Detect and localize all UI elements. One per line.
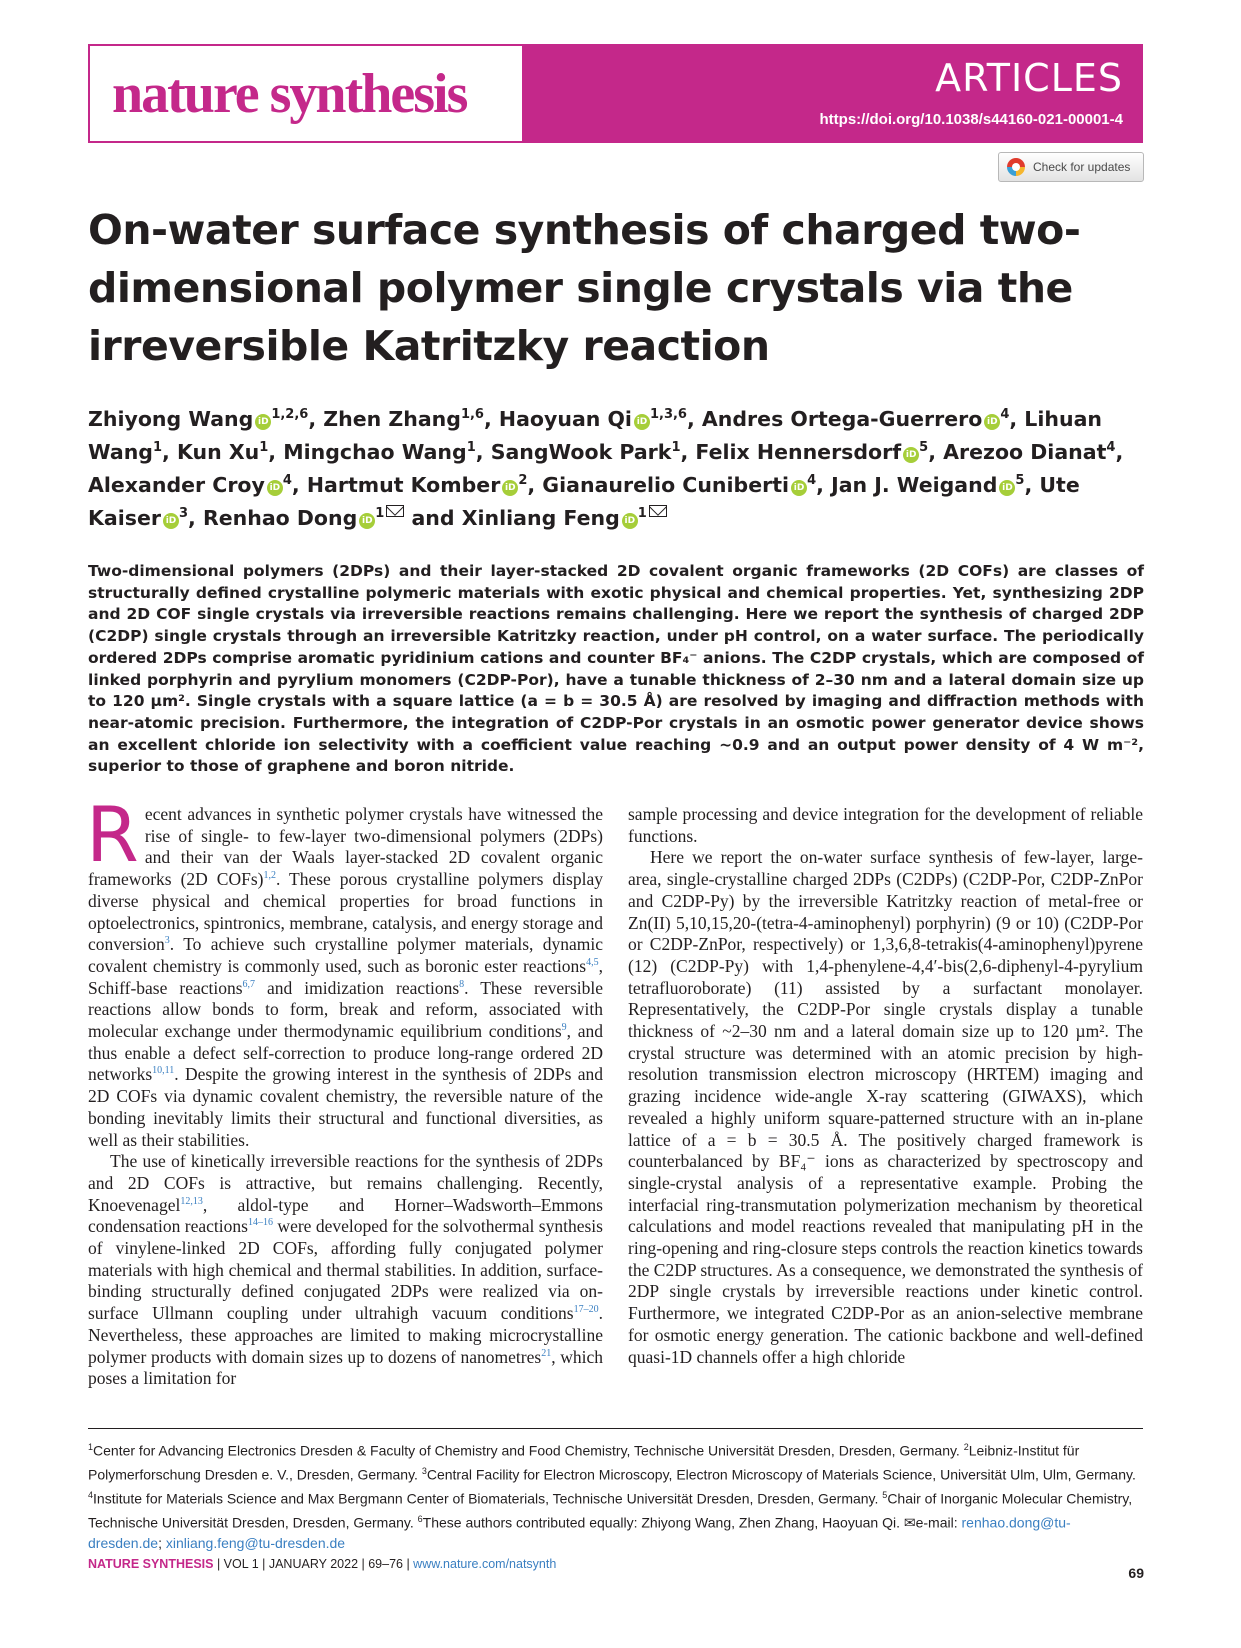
author-name-text: Hartmut Komber: [306, 473, 501, 497]
section-label: ARTICLES: [935, 56, 1123, 100]
footer-issue: | VOL 1 | JANUARY 2022 | 69–76 |: [213, 1557, 414, 1571]
citation-link[interactable]: 6,7: [242, 978, 256, 990]
author-name[interactable]: [177, 440, 268, 464]
author-name-text: Zhiyong Wang: [88, 407, 254, 431]
author-affiliation-sup: 4: [807, 473, 817, 488]
citation-link[interactable]: 17–20: [573, 1304, 599, 1316]
affiliation-sup: 5: [882, 1490, 888, 1501]
author-affiliation-sup: 1: [637, 506, 647, 521]
author-name[interactable]: [491, 440, 681, 464]
abstract: Two-dimensional polymers (2DPs) and their layer-stacked 2D covalent organic frameworks (2D COFs) are classes of structurally defined crystalline polymeric materials with exotic physical and chemical properties. Yet, synthesizing 2DP and 2D COF single crystals via irreversible reactions remains challenging. Here we report the synthesis of charged 2DP (C2DP) single crystals through an irreversible Katritzky reaction, under pH control, on a water surface. The periodically ordered 2DPs comprise aromatic pyridinium cations and counter BF₄⁻ anions. The C2DP crystals, which are composed of linked porphyrin and pyrylium monomers (C2DP-Por), have a tunable thickness of 2–30 nm and a lateral domain size up to 120 µm². Single crystals with a square lattice (a = b = 30.5 Å) are resolved by imaging and diffraction methods with near-atomic precision. Furthermore, the integration of C2DP-Por crystals in an osmotic power generator device shows an excellent chloride ion selectivity with a coefficient value reaching ~0.9 and an output power density of 4 W m⁻², superior to those of graphene and boron nitride.: [88, 562, 1144, 776]
author-affiliation-sup: 1,2,6: [271, 407, 309, 422]
body-text: . These reversible reactions allow bonds to form, break and reform, associated with molecular exchange under thermodynamic equilibrium conditions: [88, 977, 603, 1042]
orcid-icon[interactable]: iD: [903, 447, 919, 463]
author-affiliation-sup: 4: [1106, 440, 1116, 455]
author-name-text: Haoyuan Qi: [498, 407, 632, 431]
body-text: and imidization reactions: [255, 977, 460, 998]
author-name[interactable]: [499, 407, 687, 431]
footer-journal: NATURE SYNTHESIS: [88, 1557, 214, 1571]
affiliation-text: These authors contributed equally: Zhiyong Wang, Zhen Zhang, Haoyuan Qi.: [422, 1514, 904, 1531]
citation-link[interactable]: 21: [541, 1347, 552, 1359]
author-name-text: Kun Xu: [176, 440, 260, 464]
author-name[interactable]: [943, 440, 1115, 464]
author-name-text: Andres Ortega-Guerrero: [701, 407, 983, 431]
body-text: , aldol-type and Horner–Wadsworth–Emmons condensation reactions: [88, 1194, 603, 1237]
author-name[interactable]: [307, 473, 528, 497]
affiliation-text: Center for Advancing Electronics Dresden & Faculty of Chemistry and Food Chemistry, Technische Universität Dresden, Dresden, Germany.: [93, 1442, 964, 1459]
author-name[interactable]: [88, 473, 292, 497]
journal-logo[interactable]: nature synthesis: [112, 62, 467, 125]
author-affiliation-sup: 2: [518, 473, 528, 488]
body-text: . These porous crystalline polymers display diverse physical and chemical properties for broad functions in optoelectronics, spintronics, membrane, catalysis, and energy storage and conversion: [88, 869, 603, 955]
email-label: ✉e-mail:: [903, 1514, 962, 1531]
author-name[interactable]: [203, 506, 404, 530]
author-name[interactable]: [695, 440, 928, 464]
orcid-icon[interactable]: iD: [502, 480, 518, 496]
footer-url[interactable]: www.nature.com/natsynth: [413, 1557, 557, 1571]
author-name-text: Ute Kaiser: [88, 473, 1080, 530]
citation-link[interactable]: 4,5: [586, 956, 599, 968]
author-name-text: Mingchao Wang: [283, 440, 467, 464]
doi-link[interactable]: https://doi.org/10.1038/s44160-021-00001-4: [819, 111, 1123, 128]
author-name[interactable]: [702, 407, 1009, 431]
email-icon[interactable]: [649, 505, 667, 517]
author-name-text: Felix Hennersdorf: [695, 440, 902, 464]
author-name[interactable]: [283, 440, 476, 464]
email-icon[interactable]: [386, 505, 404, 517]
journal-header: [88, 44, 1143, 143]
orcid-icon[interactable]: iD: [622, 513, 638, 529]
author-affiliation-sup: 4: [282, 473, 292, 488]
body-text: . Despite the growing interest in the synthesis of 2DPs and 2D COFs via dynamic covalent chemistry, the reversible nature of the bonding inevitably limits their structural and functional diversities, as well as their stabilities.: [88, 1064, 603, 1150]
body-text: . Nevertheless, these approaches are limited to making microcrystalline polymer products with domain sizes up to dozens of nanometres: [88, 1303, 603, 1367]
author-affiliation-sup: 4: [1000, 407, 1010, 422]
author-name-text: Renhao Dong: [202, 506, 358, 530]
body-paragraph: [628, 804, 1143, 847]
affiliation-sup: 2: [963, 1442, 969, 1452]
affiliation-text: Leibniz-Institut für Polymerforschung Dresden e. V., Dresden, Germany.: [88, 1442, 1080, 1483]
author-name-text: and Xinliang Feng: [411, 506, 620, 530]
orcid-icon[interactable]: iD: [359, 513, 375, 529]
orcid-icon[interactable]: iD: [255, 414, 271, 430]
author-name-text: SangWook Park: [490, 440, 672, 464]
body-text: ecent advances in synthetic polymer crystals have witnessed the rise of single- to few-layer two-dimensional polymers (2DPs) and their van der Waals layer-stacked 2D covalent organic frameworks (2D COFs): [88, 804, 603, 890]
author-affiliation-sup: 1: [152, 440, 163, 455]
email-link[interactable]: xinliang.feng@tu-dresden.de: [165, 1535, 346, 1552]
author-affiliation-sup: 5: [1015, 473, 1025, 488]
author-list: Zhiyong Wang iD $^{1,2,6}$, Zhen Zhang$^{1,6}$, Haoyuan Qi iD $^{1,3,6}$, Andres Ortega-Guerrero iD $^4$, Lihuan Wang$^1$, Kun Xu$^1$, Mingchao Wang$^1$, SangWook Park$^1$, Felix Hennersdorf iD $^5$, Arezoo Dianat$^4$, Alexander Croy iD $^4$, Hartmut Komber iD $^2$, Gianaurelio Cuniberti iD $^4$, Jan J. Weigand iD $^5$, Ute Kaiser iD $^3$, Renhao Dong iD $^1$ and Xinliang Feng iD $^1$: [88, 407, 1124, 530]
body-text: , Schiff-base reactions: [88, 955, 603, 998]
author-affiliation-sup: 1: [259, 440, 269, 455]
affiliation-text: Central Facility for Electron Microscopy, Electron Microscopy of Materials Science, Universität Ulm, Ulm, Germany.: [426, 1466, 1136, 1483]
citation-link[interactable]: 1,2: [263, 870, 276, 882]
body-paragraph: [88, 1151, 603, 1390]
orcid-icon[interactable]: iD: [999, 480, 1015, 496]
affiliation-sup: 6: [417, 1514, 423, 1525]
affiliation-text: Institute for Materials Science and Max Bergmann Center of Biomaterials, Technische Universität Dresden, Dresden, Germany.: [93, 1490, 883, 1507]
body-paragraph: [628, 847, 1143, 1368]
author-affiliation-sup: 1: [671, 440, 681, 455]
author-name-text: Zhen Zhang: [323, 407, 461, 431]
affiliation-sup: 1: [88, 1442, 94, 1452]
check-for-updates-label: Check for updates: [1033, 160, 1131, 174]
header-band: [522, 46, 1141, 141]
crossmark-icon: [1007, 158, 1025, 176]
citation-link[interactable]: 12,13: [180, 1195, 203, 1207]
drop-cap: R: [86, 790, 139, 879]
author-name[interactable]: [411, 506, 666, 530]
body-text: were developed for the solvothermal synthesis of vinylene-linked 2D COFs, affording fully conjugated polymer materials with high chemical and thermal stabilities. In addition, surface-binding structurally defined conjugated 2DPs were realized via on-surface Ullmann coupling under ultrahigh vacuum conditions: [88, 1216, 603, 1324]
body-column-left: [86, 790, 603, 1390]
page-number: 69: [1128, 1565, 1144, 1581]
author-name[interactable]: [542, 473, 816, 497]
logo-box: [90, 46, 522, 141]
body-text: , which poses a limitation for: [88, 1346, 603, 1389]
body-text: Here we report the on-water surface synthesis of few-layer, large-area, single-crystalline charged 2DPs (C2DPs) (C2DP-Por, C2DP-ZnPor and C2DP-Py) by the irreversible Katritzky reaction of metal-free or Zn(II) 5,10,15,20-(tetra-4-aminophenyl) porphyrin) (9 or 10) (C2DP-Por or C2DP-ZnPor, respectively) or 1,3,6,8-tetrakis(4-aminophenyl)pyrene (12) (C2DP-Py) with 1,4-phenylene-4,4′-bis(2,6-diphenyl-4-pyrylium tetrafluoroborate) (11) assisted by a surfactant monolayer. Representatively, the C2DP-Por single crystals display a tunable thickness of ~2–30 nm and a lateral domain size up to 120 µm². The crystal structure was determined with an atomic precision by high-resolution transmission electron microscopy (HRTEM) imaging and grazing incidence wide-angle X-ray scattering (GIWAXS), which revealed a highly uniform square-patterned structure with an in-plane lattice of a = b = 30.5 Å. The positively charged framework is counterbalanced by BF₄⁻ ions as characterized by spectroscopy and single-crystal analysis of a representative example. Probing the interfacial ring-transmutation polymerization mechanism by theoretical calculations and model reactions revealed that manipulating pH in the ring-opening and ring-closure steps controls the reaction kinetics towards the C2DP structures. As a consequence, we demonstrated the synthesis of 2DP single crystals by irreversible reactions under kinetic control. Furthermore, we integrated C2DP-Por as an anion-selective membrane for osmotic energy generation. The cationic backbone and well-defined quasi-1D channels offer a high chloride: [628, 847, 1143, 1367]
author-affiliation-sup: 3: [178, 506, 189, 521]
author-affiliation-sup: 1,6: [460, 407, 484, 422]
orcid-icon[interactable]: iD: [163, 513, 179, 529]
footnote-divider: [88, 1428, 1143, 1429]
check-for-updates-button[interactable]: [998, 152, 1144, 182]
body-paragraph: [86, 790, 603, 1151]
affiliation-text: Chair of Inorganic Molecular Chemistry, Technische Universität Dresden, Dresden, Germany.: [88, 1490, 1133, 1531]
citation-link[interactable]: 3: [164, 935, 170, 947]
page-footer: [88, 1557, 1143, 1571]
body-text: The use of kinetically irreversible reactions for the synthesis of 2DPs and 2D COFs is attractive, but remains challenging. Recently, Knoevenagel: [88, 1151, 603, 1215]
author-name-text: Arezoo Dianat: [943, 440, 1107, 464]
author-name[interactable]: [323, 407, 484, 431]
orcid-icon[interactable]: iD: [267, 480, 283, 496]
orcid-icon[interactable]: iD: [984, 414, 1000, 430]
article-title: On-water surface synthesis of charged two-dimensional polymer single crystals via the irreversible Katritzky reaction: [88, 206, 1081, 370]
citation-link[interactable]: 10,11: [152, 1065, 175, 1077]
orcid-icon[interactable]: iD: [634, 414, 650, 430]
citation-link[interactable]: 14–16: [247, 1217, 273, 1229]
affiliations: $^1$Center for Advancing Electronics Dresden & Faculty of Chemistry and Food Chemistry, Technische Universität Dresden, Dresden, Germany. $^2$Leibniz-Institut für Polymerforschung Dresden e. V., Dresden, Germany. $^3$Central Facility for Electron Microscopy, Electron Microscopy of Materials Science, Universität Ulm, Ulm, Germany. $^4$Institute for Materials Science and Max Bergmann Center of Biomaterials, Technische Universität Dresden, Dresden, Germany. $^5$Chair of Inorganic Molecular Chemistry, Technische Universität Dresden, Dresden, Germany. $^6$These authors contributed equally: Zhiyong Wang, Zhen Zhang, Haoyuan Qi. ✉e-mail: renhao.dong@tu-dresden.de; xinliang.feng@tu-dresden.de: [88, 1442, 1136, 1552]
author-name-text: Jan J. Weigand: [831, 473, 998, 497]
author-affiliation-sup: 1: [375, 506, 385, 521]
citation-link[interactable]: 9: [561, 1022, 567, 1034]
affiliation-sup: 3: [421, 1466, 427, 1477]
author-name[interactable]: [88, 407, 308, 431]
affiliation-sup: 4: [88, 1490, 94, 1501]
author-affiliation-sup: 5: [919, 440, 929, 455]
email-link[interactable]: renhao.dong@tu-dresden.de: [88, 1514, 1071, 1552]
orcid-icon[interactable]: iD: [791, 480, 807, 496]
author-name-text: Alexander Croy: [88, 473, 265, 497]
author-affiliation-sup: 1,3,6: [649, 407, 687, 422]
body-text: sample processing and device integration for the development of reliable functions.: [628, 804, 1143, 846]
body-column-right: [628, 804, 1143, 1368]
author-name-text: Lihuan Wang: [88, 407, 1103, 464]
citation-link[interactable]: 8: [459, 978, 465, 990]
body-text: , and thus enable a defect self-correction to produce long-range ordered 2D networks: [88, 1021, 603, 1085]
author-affiliation-sup: 1: [466, 440, 476, 455]
body-text: . To achieve such crystalline polymer materials, dynamic covalent chemistry is commonly used, such as boronic ester reactions: [88, 934, 603, 976]
author-name-text: Gianaurelio Cuniberti: [542, 473, 790, 497]
author-name[interactable]: [831, 473, 1024, 497]
